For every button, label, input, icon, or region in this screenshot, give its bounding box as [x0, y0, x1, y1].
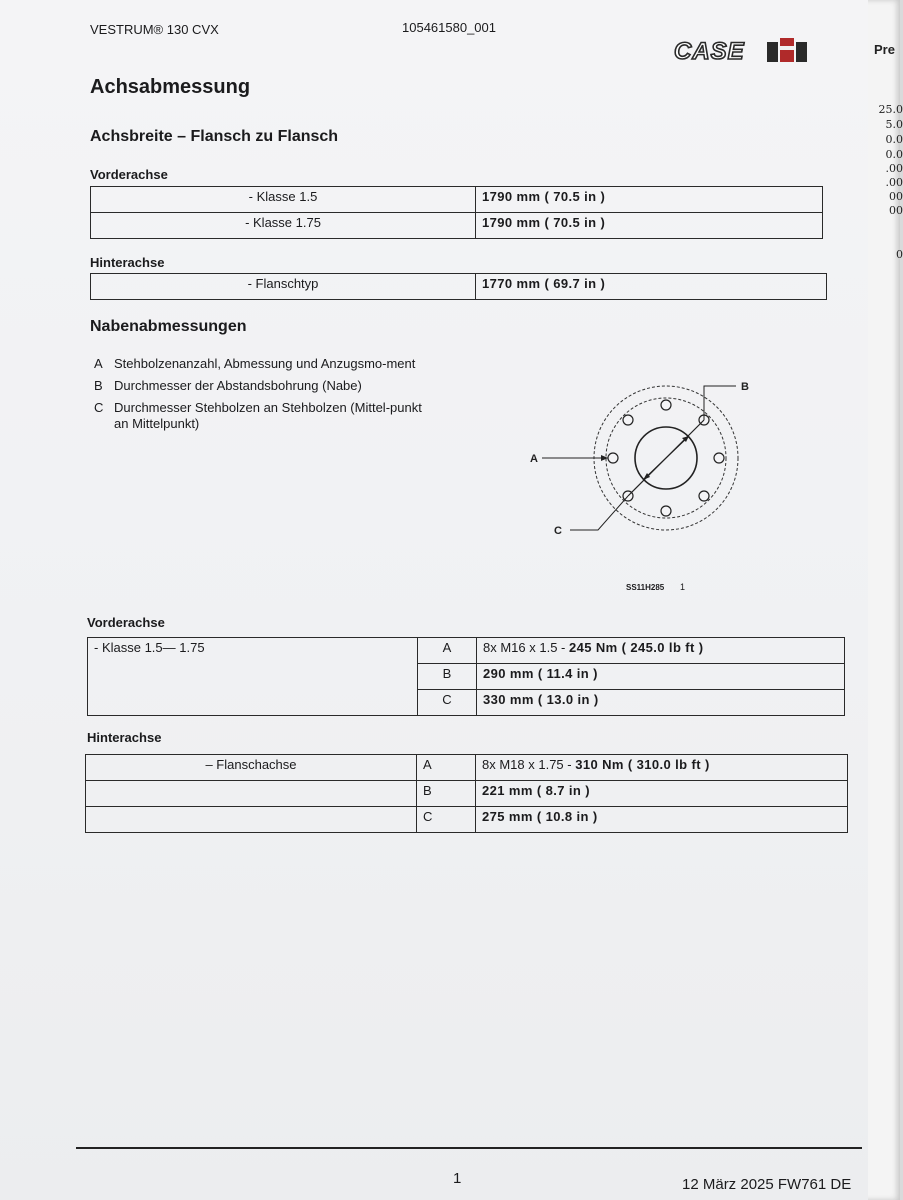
table-row — [86, 807, 848, 833]
legend-key: A — [94, 356, 103, 371]
figure-code: SS11H285 — [626, 583, 665, 592]
section-heading-hub: Nabenabmessungen — [90, 318, 247, 335]
case-ih-logo — [672, 36, 814, 66]
hub-diagram — [522, 370, 762, 560]
page-number: 1 — [453, 1170, 462, 1187]
table-cell-class: - Flanschtyp — [91, 274, 476, 300]
diagram-label-c: C — [554, 525, 562, 537]
legend-item — [94, 400, 434, 432]
background-number: 00 — [889, 190, 903, 203]
rear-axle-label: Hinterachse — [90, 255, 165, 270]
background-page-label: Pre — [874, 42, 895, 57]
front-axle-label: Vorderachse — [90, 167, 168, 182]
background-number: 00 — [889, 204, 903, 217]
table-row — [86, 755, 848, 781]
table-cell-key: B — [417, 781, 476, 807]
legend-item — [94, 378, 434, 394]
footer-rule — [76, 1147, 862, 1149]
diagram-label-a: A — [530, 453, 538, 465]
table-cell-key: A — [417, 755, 476, 781]
value-main: 290 mm ( 11.4 in ) — [483, 666, 598, 681]
table-cell-class: - Klasse 1.5— 1.75 — [88, 638, 418, 716]
value-prefix: 8x M18 x 1.75 - — [482, 757, 576, 772]
front-hub-label: Vorderachse — [87, 615, 165, 630]
legend-text: Stehbolzenanzahl, Abmessung und Anzugsmo-ment — [114, 356, 416, 371]
background-number: 0 — [896, 248, 903, 261]
rear-hub-table — [85, 754, 848, 833]
background-number: 5.0 — [885, 118, 903, 131]
table-cell-class: – Flanschachse — [86, 755, 417, 781]
background-number: .00 — [885, 176, 903, 189]
table-cell-key: C — [417, 807, 476, 833]
legend-key: B — [94, 378, 103, 393]
section-heading-flange: Achsbreite – Flansch zu Flansch — [90, 128, 339, 145]
table-cell-key: B — [418, 664, 477, 690]
model-name: VESTRUM® 130 CVX — [90, 22, 219, 37]
value-prefix: 8x M16 x 1.5 - — [483, 640, 569, 655]
value-main: 221 mm ( 8.7 in ) — [482, 783, 590, 798]
table-row — [91, 187, 823, 213]
rear-flange-table — [90, 273, 827, 300]
table-cell-class: - Klasse 1.75 — [91, 213, 476, 239]
table-row — [91, 274, 827, 300]
table-cell-value — [477, 638, 845, 664]
background-number: 0.0 — [885, 148, 903, 161]
svg-text:CASE: CASE — [674, 38, 745, 65]
value-main: 310 Nm ( 310.0 lb ft ) — [575, 757, 710, 772]
table-cell-value: 1790 mm ( 70.5 in ) — [476, 187, 823, 213]
table-cell-class — [86, 807, 417, 833]
background-number: .00 — [885, 162, 903, 175]
table-cell-value — [476, 755, 848, 781]
background-number: 25.0 — [878, 103, 903, 116]
rear-hub-label: Hinterachse — [87, 730, 162, 745]
table-cell-class — [86, 781, 417, 807]
table-cell-value — [476, 807, 848, 833]
table-cell-value: 1770 mm ( 69.7 in ) — [476, 274, 827, 300]
table-cell-value — [477, 664, 845, 690]
legend-item — [94, 356, 434, 372]
table-cell-value: 1790 mm ( 70.5 in ) — [476, 213, 823, 239]
table-row — [86, 781, 848, 807]
footer-info: 12 März 2025 FW761 DE — [682, 1176, 852, 1193]
dimension-line-b — [643, 436, 689, 480]
diagram-label-b: B — [741, 381, 749, 393]
hub-legend — [94, 356, 434, 438]
page-title: Achsabmessung — [90, 76, 251, 98]
legend-text: Durchmesser Stehbolzen an Stehbolzen (Mittel-punkt an Mittelpunkt) — [114, 400, 422, 431]
table-cell-key: C — [418, 690, 477, 716]
table-cell-class: - Klasse 1.5 — [91, 187, 476, 213]
table-cell-key: A — [418, 638, 477, 664]
background-number: 0.0 — [885, 133, 903, 146]
table-row — [88, 638, 845, 664]
value-main: 245 Nm ( 245.0 lb ft ) — [568, 640, 704, 655]
front-hub-table — [87, 637, 845, 716]
value-main: 330 mm ( 13.0 in ) — [483, 692, 599, 707]
table-cell-value — [476, 781, 848, 807]
value-main: 275 mm ( 10.8 in ) — [482, 809, 598, 824]
front-flange-table — [90, 186, 823, 239]
legend-text: Durchmesser der Abstandsbohrung (Nabe) — [114, 378, 362, 393]
figure-number: 1 — [680, 582, 686, 592]
document-id: 105461580_001 — [402, 20, 496, 35]
table-cell-value — [477, 690, 845, 716]
table-row — [91, 213, 823, 239]
legend-key: C — [94, 400, 104, 415]
